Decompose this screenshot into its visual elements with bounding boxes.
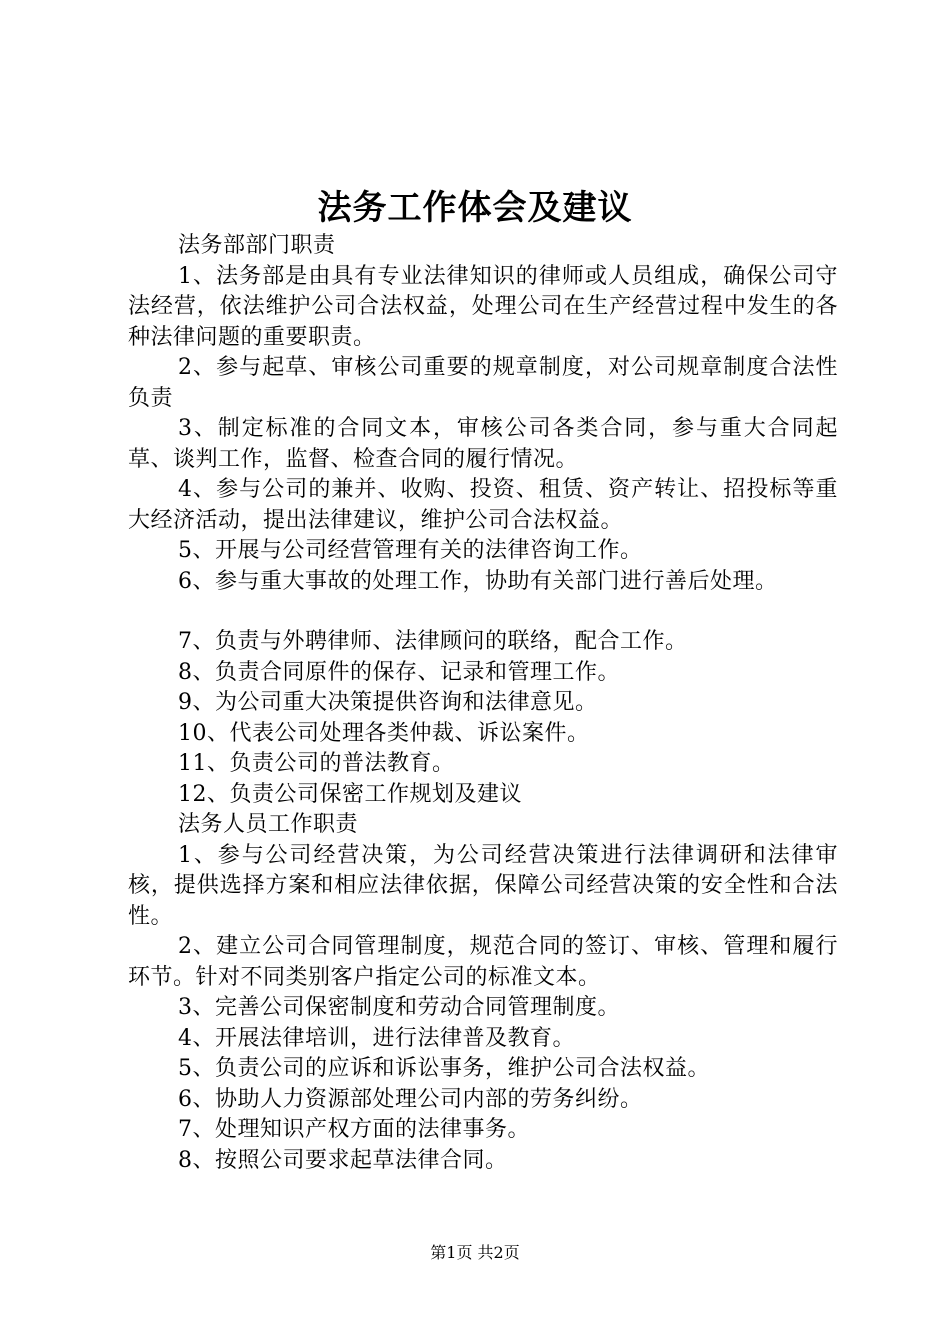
paragraph: 12、负责公司保密工作规划及建议 — [178, 781, 522, 807]
paragraph: 8、按照公司要求起草法律合同。 — [178, 1147, 508, 1173]
paragraph: 9、为公司重大决策提供咨询和法律意见。 — [178, 690, 598, 715]
paragraph: 6、协助人力资源部处理公司内部的劳务纠纷。 — [178, 1086, 643, 1112]
paragraph: 1、参与公司经营决策，为公司经营决策进行法律调研和法律审核，提供选择方案和相应法律依据，保障公司经营决策的安全性和合法性。 — [128, 842, 838, 929]
page-footer: 第1页 共2页 — [430, 1243, 520, 1262]
paragraph: 4、开展法律培训，进行法律普及教育。 — [178, 1025, 575, 1051]
paragraph: 2、参与起草、审核公司重要的规章制度，对公司规章制度合法性负责 — [128, 355, 838, 411]
paragraph: 7、处理知识产权方面的法律事务。 — [178, 1117, 530, 1142]
paragraph: 2、建立公司合同管理制度，规范合同的签订、审核、管理和履行环节。针对不同类别客户指定公司的标准文本。 — [128, 934, 838, 990]
section-heading: 法务人员工作职责 — [178, 812, 359, 837]
paragraph: 6、参与重大事故的处理工作，协助有关部门进行善后处理。 — [178, 568, 778, 594]
paragraph: 11、负责公司的普法教育。 — [178, 751, 455, 776]
paragraph: 3、完善公司保密制度和劳动合同管理制度。 — [178, 995, 620, 1020]
section-heading: 法务部部门职责 — [178, 233, 336, 258]
paragraph: 3、制定标准的合同文本，审核公司各类合同，参与重大合同起草、谈判工作，监督、检查合同的履行情况。 — [128, 416, 838, 472]
document-body — [128, 231, 838, 1176]
paragraph: 7、负责与外聘律师、法律顾问的联络，配合工作。 — [178, 629, 688, 654]
paragraph: 1、法务部是由具有专业法律知识的律师或人员组成，确保公司守法经营，依法维护公司合法权益，处理公司在生产经营过程中发生的各种法律问题的重要职责。 — [128, 263, 838, 350]
paragraph: 10、代表公司处理各类仲裁、诉讼案件。 — [178, 720, 590, 746]
paragraph: 5、开展与公司经营管理有关的法律咨询工作。 — [178, 538, 643, 563]
document-title: 法务工作体会及建议 — [317, 188, 633, 228]
paragraph: 5、负责公司的应诉和诉讼事务，维护公司合法权益。 — [178, 1056, 710, 1081]
paragraph: 4、参与公司的兼并、收购、投资、租赁、资产转让、招投标等重大经济活动，提出法律建议，维护公司合法权益。 — [128, 477, 838, 533]
paragraph: 8、负责合同原件的保存、记录和管理工作。 — [178, 659, 620, 685]
